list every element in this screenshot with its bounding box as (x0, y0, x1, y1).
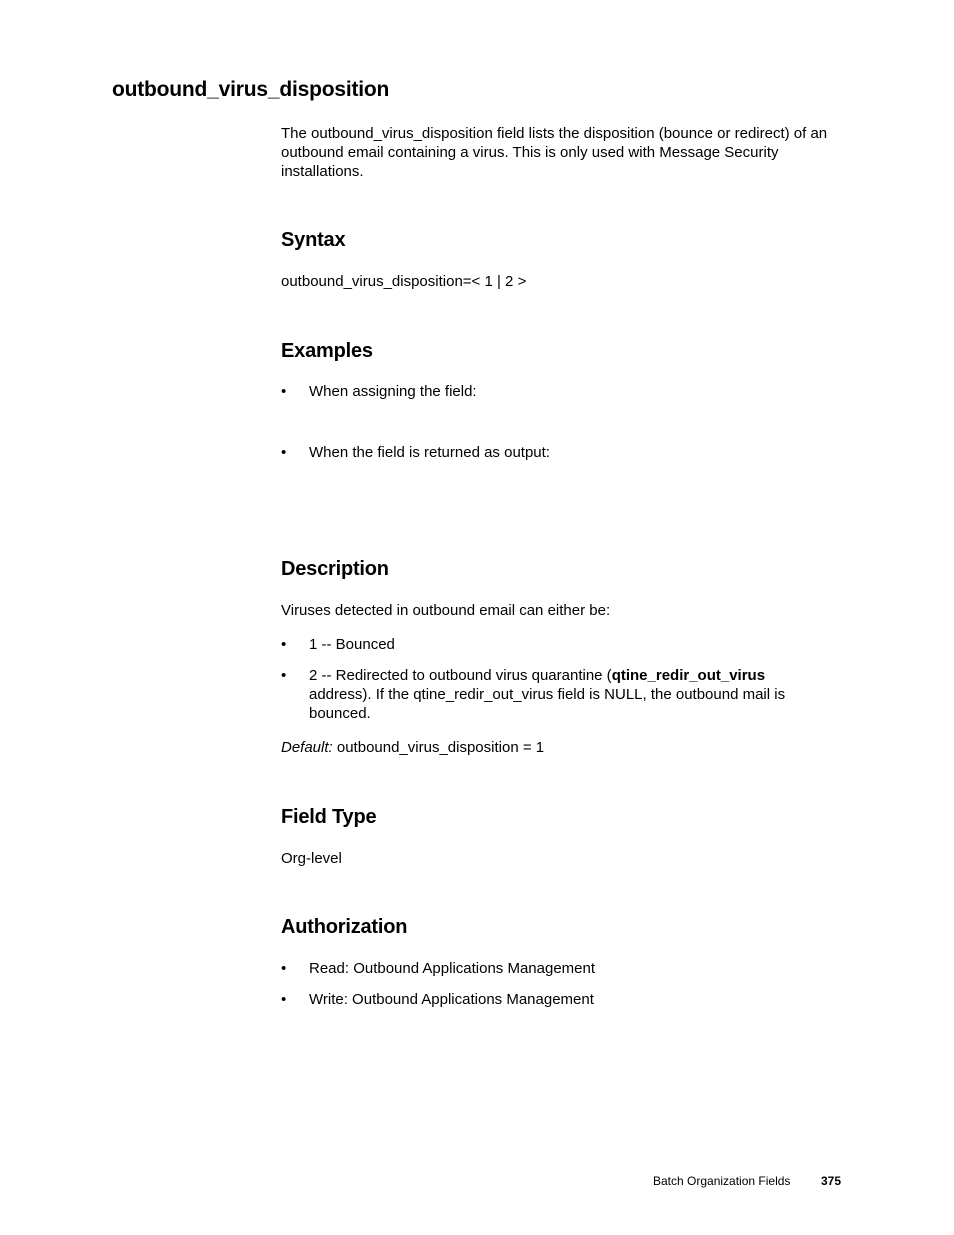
default-line (281, 738, 841, 757)
authorization-item-text: Write: Outbound Applications Management (309, 991, 594, 1008)
field-type-heading: Field Type (281, 806, 377, 828)
field-name-bold: qtine_redir_out_virus (611, 667, 766, 684)
description-heading: Description (281, 558, 389, 580)
footer-page-number: 375 (821, 1174, 842, 1188)
examples-item-text: When the field is returned as output: (309, 444, 550, 461)
intro-text: The outbound_virus_disposition field lists the disposition (bounce or redirect) of an outbound email containing a virus. This is only used with Message Security installations. (281, 125, 828, 180)
bullet-icon: • (281, 991, 287, 1008)
bullet-icon: • (281, 383, 287, 400)
description-item-text: 1 -- Bounced (309, 636, 395, 653)
examples-heading: Examples (281, 340, 373, 362)
redirect-text-start: 2 -- Redirected to outbound virus quarantine ( (309, 667, 612, 684)
bullet-icon: • (281, 960, 287, 977)
intro-paragraph (281, 124, 841, 181)
syntax-text: outbound_virus_disposition=< 1 | 2 > (281, 273, 527, 290)
field-type-text: Org-level (281, 850, 342, 867)
redirect-text-end: address). If the qtine_redir_out_virus field is NULL, the outbound mail is bounced. (309, 686, 786, 722)
field-type-block (281, 849, 841, 868)
description-intro-text: Viruses detected in outbound email can either be: (281, 602, 611, 619)
description-item-text (309, 666, 819, 723)
description-intro (281, 601, 841, 620)
examples-item-text: When assigning the field: (309, 383, 477, 400)
bullet-icon: • (281, 444, 287, 461)
footer-section-title: Batch Organization Fields (653, 1174, 791, 1188)
authorization-item-text: Read: Outbound Applications Management (309, 960, 596, 977)
bullet-icon: • (281, 636, 287, 653)
default-value: outbound_virus_disposition = 1 (332, 739, 545, 756)
syntax-heading: Syntax (281, 229, 346, 251)
default-label: Default: (281, 739, 333, 756)
bullet-icon: • (281, 667, 287, 684)
syntax-block (281, 272, 841, 291)
page-title: outbound_virus_disposition (112, 78, 390, 101)
authorization-heading: Authorization (281, 916, 408, 938)
